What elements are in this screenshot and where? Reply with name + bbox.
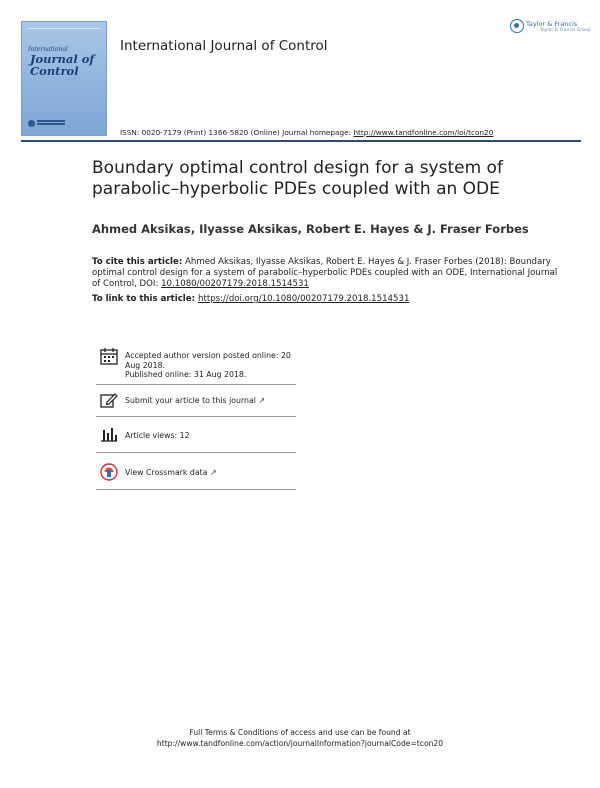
article-views-item [96, 417, 296, 453]
cover-publisher-logo-icon [28, 120, 35, 127]
issn-text: ISSN: 0020-7179 (Print) 1366-5820 (Online) Journal homepage: [120, 128, 354, 137]
publisher-logo-icon [510, 19, 524, 33]
published-date: Published online: 31 Aug 2018. [125, 370, 247, 379]
footer [0, 727, 600, 749]
citation-doi-link[interactable]: 10.1080/00207179.2018.1514531 [161, 279, 309, 289]
publication-dates-text [125, 351, 300, 380]
cover-top-rule [27, 28, 101, 29]
cover-title [30, 53, 94, 77]
cover-publisher-mark [37, 120, 65, 122]
article-link-line [92, 294, 409, 304]
citation-text: Ahmed Aksikas, Ilyasse Aksikas, Robert E. Hayes & J. Fraser Forbes (2018): Boundary optimal control design for a system of parabolic–hyperbolic PDEs coupled with an ODE, International Journal of Control, DOI: [92, 257, 558, 289]
article-link-label: To link to this article: [92, 294, 199, 304]
cover-intl-label: International [28, 46, 68, 53]
cover-title-line2: Control [30, 64, 79, 78]
article-authors: Ahmed Aksikas, Ilyasse Aksikas, Robert E. Hayes & J. Fraser Forbes [92, 222, 529, 236]
pencil-edit-icon [100, 391, 118, 409]
crossmark-icon [100, 463, 118, 481]
header-divider [21, 140, 581, 142]
journal-cover-image [21, 21, 107, 136]
submit-article-link[interactable] [125, 396, 300, 406]
publisher-logo-name: Taylor & Francis [526, 20, 578, 28]
crossmark-link[interactable] [125, 468, 300, 478]
submit-article-label: Submit your article to this journal [125, 396, 256, 405]
citation-label: To cite this article: [92, 257, 183, 267]
external-link-icon-crossmark: ↗ [209, 468, 217, 477]
article-info-list [96, 342, 296, 490]
crossmark-item[interactable] [96, 453, 296, 490]
footer-terms: Full Terms & Conditions of access and use can be found at [189, 728, 411, 737]
journal-name: International Journal of Control [120, 38, 328, 54]
calendar-icon [100, 347, 118, 365]
crossmark-label: View Crossmark data [125, 468, 208, 477]
accepted-date: Accepted author version posted online: 20 Aug 2018. [125, 351, 291, 370]
publisher-logo-sub: Taylor & Francis Group [540, 28, 591, 33]
publication-dates-item [96, 342, 296, 385]
bar-chart-icon [100, 425, 118, 443]
publisher-logo[interactable] [510, 18, 591, 38]
footer-url-link[interactable]: http://www.tandfonline.com/action/journalInformation?journalCode=tcon20 [156, 739, 444, 748]
citation-block [92, 257, 562, 290]
issn-line [120, 128, 493, 137]
article-views-text: Article views: 12 [125, 431, 190, 440]
article-title: Boundary optimal control design for a system of parabolic–hyperbolic PDEs coupled with an ODE [92, 158, 503, 199]
external-link-icon: ↗ [258, 396, 266, 405]
article-doi-url-link[interactable]: https://doi.org/10.1080/00207179.2018.1514531 [198, 294, 410, 304]
submit-article-item[interactable] [96, 385, 296, 417]
journal-homepage-link[interactable]: http://www.tandfonline.com/loi/tcon20 [353, 128, 494, 137]
cover-title-line1: Journal of [30, 52, 95, 66]
